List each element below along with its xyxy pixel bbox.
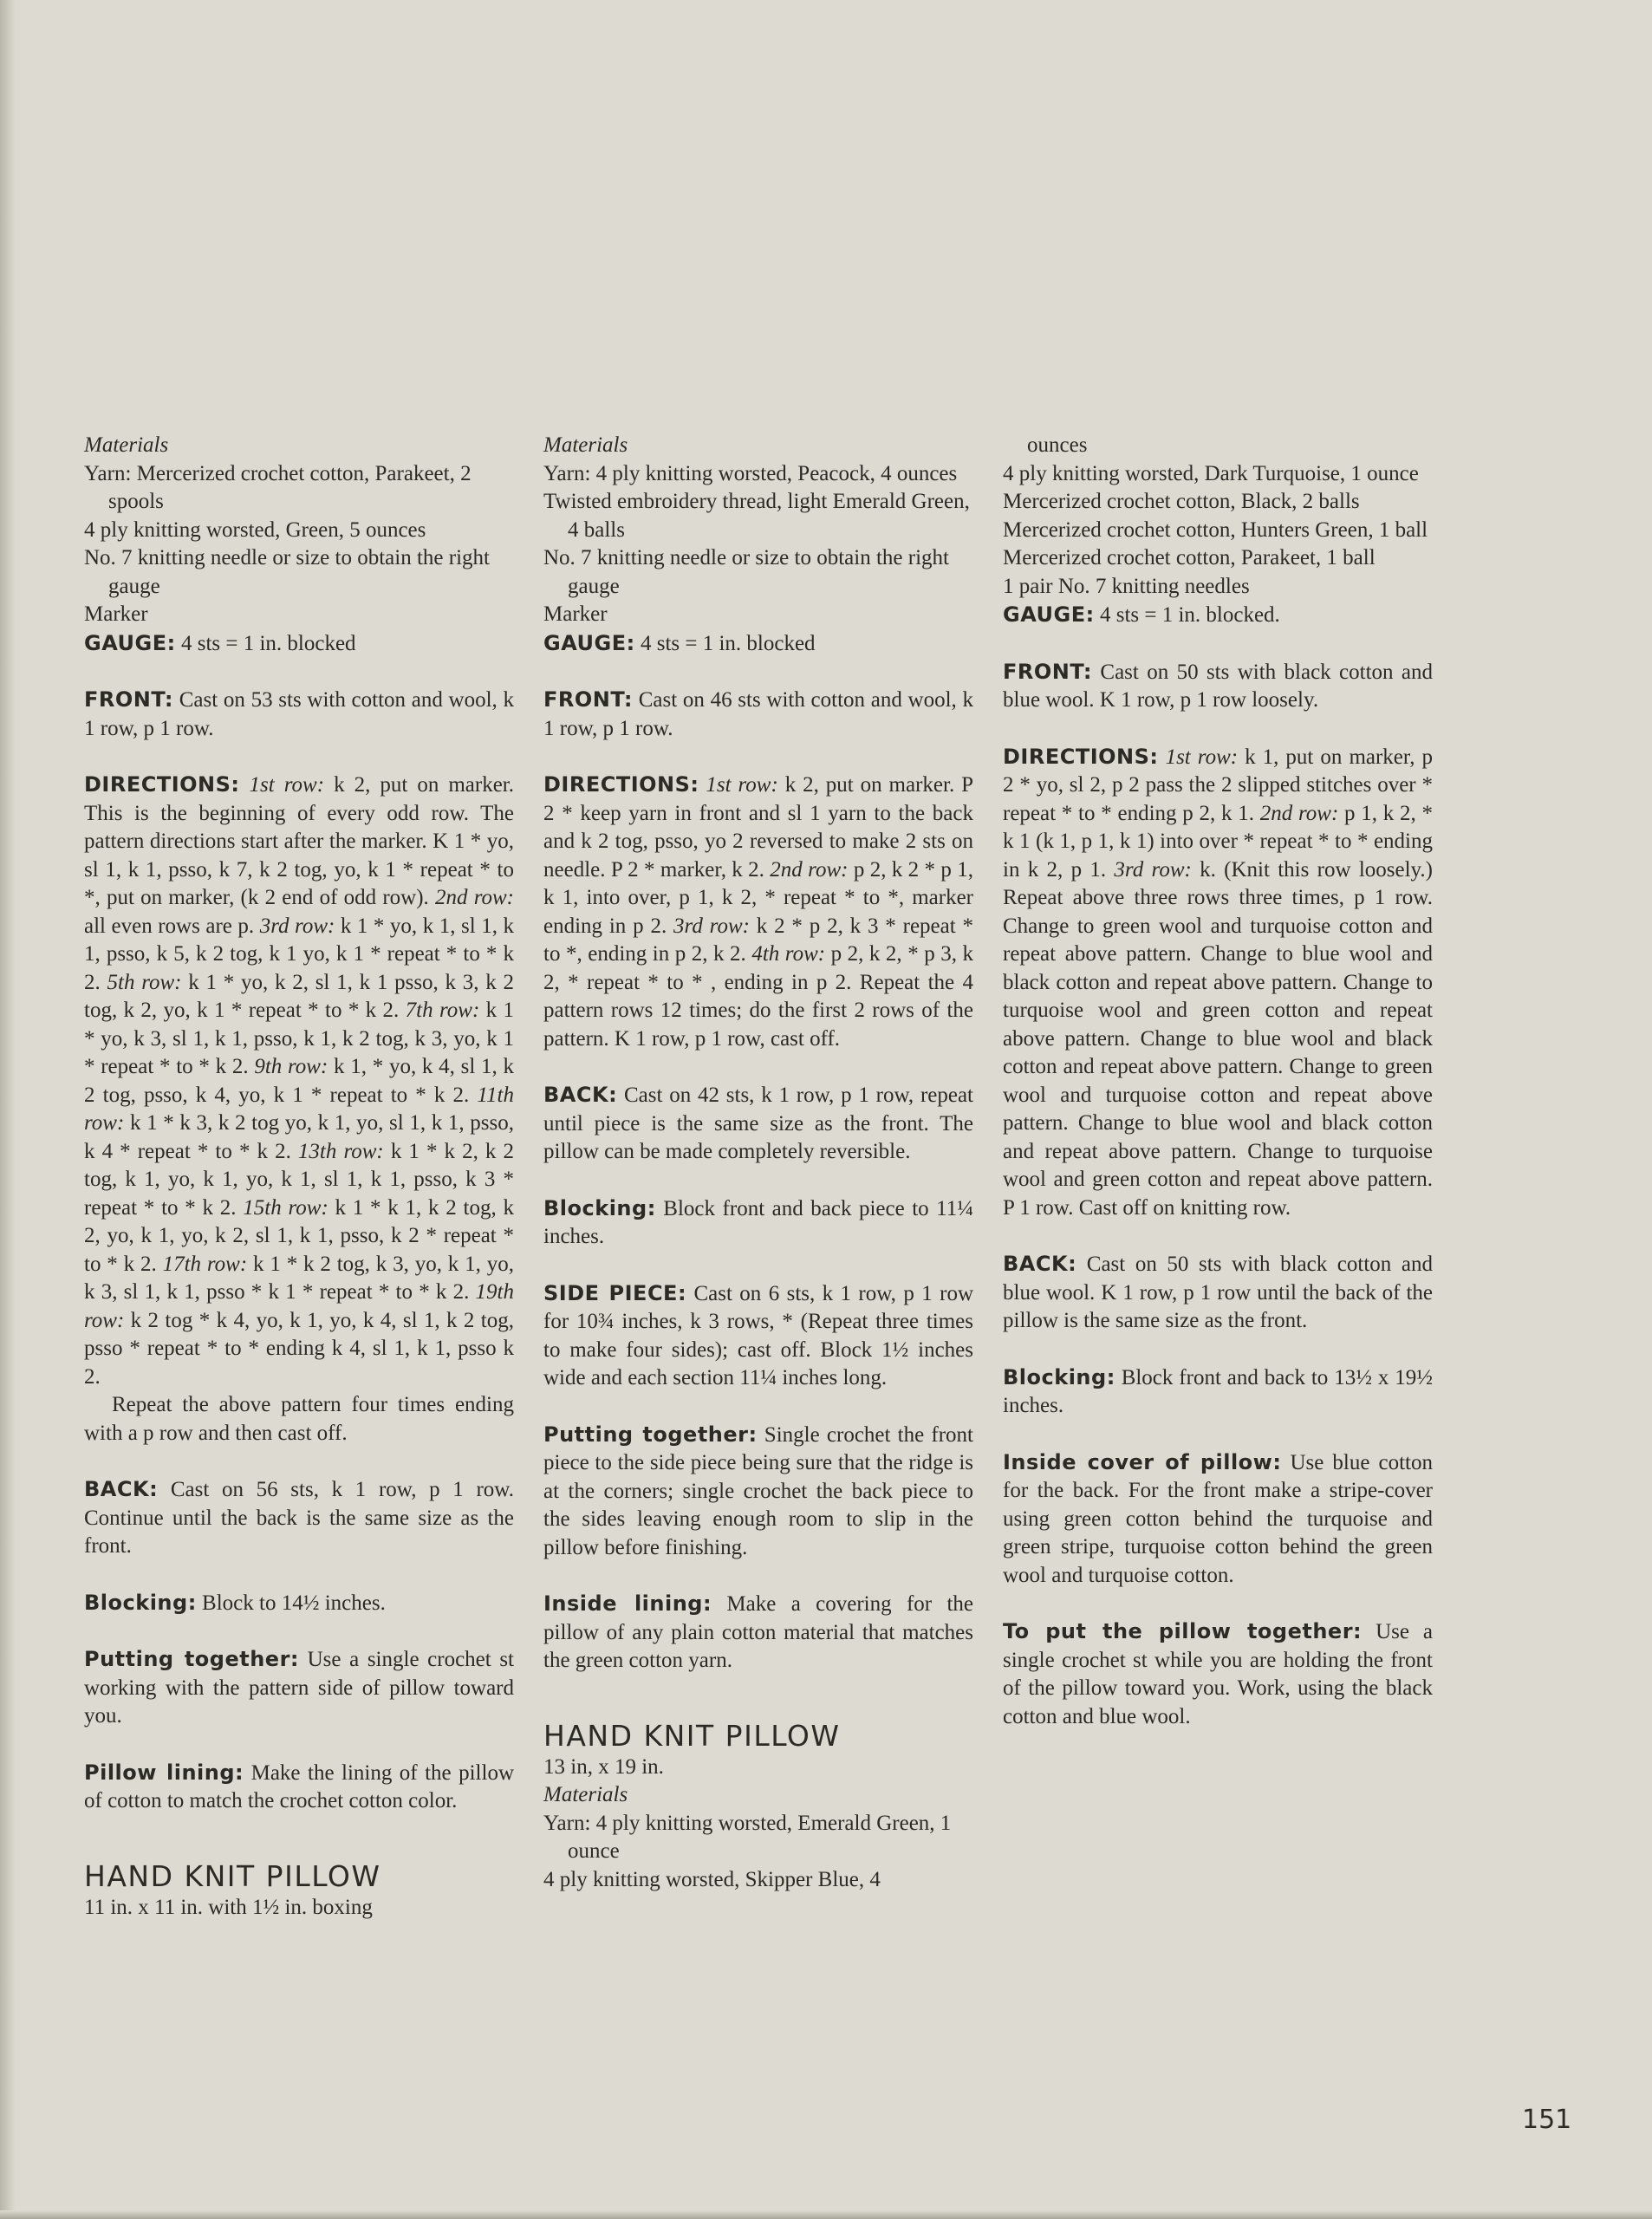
row-label: 15th row:: [243, 1195, 328, 1220]
front-paragraph: [84, 686, 514, 743]
inside-lining-label: Inside lining:: [543, 1591, 712, 1616]
put-together-label: To put the pillow together:: [1003, 1619, 1363, 1643]
directions-paragraph: [84, 771, 514, 1391]
materials-heading: Materials: [543, 433, 628, 457]
blocking-paragraph: [84, 1589, 514, 1618]
side-piece-text: Cast on 6 sts, k 1 row, p 1 row for 10¾ inches, k 3 rows, * (Repeat three times to make four sides); cast off. Block 1½ inches wide and each section 11¼ inches long.: [543, 1281, 973, 1389]
inside-cover-text: Use blue cotton for the back. For the front make a stripe-cover using green cotton behind the turquoise and green stripe, turquoise cotton behind the green wool and turquoise cotton.: [1003, 1450, 1433, 1587]
front-label: FRONT:: [543, 687, 634, 712]
page-number: 151: [1522, 2105, 1572, 2135]
row-text: k 1, put on marker, p 2 * yo, sl 2, p 2 pass the 2 slipped stitches over * repeat * to * ending p 2, k 1.: [1003, 745, 1434, 825]
page-gutter-shadow: [0, 0, 16, 2219]
put-together-text: Use a single crochet st while you are holding the front of the pillow toward you. Work, using the black cotton and blue wool.: [1003, 1620, 1433, 1728]
front-text: Cast on 53 sts with cotton and wool, k 1 row, p 1 row.: [84, 688, 514, 740]
row-text: k 1 * k 1, k 2 tog, k 2, yo, k 1, yo, k 2, sl 1, k 1, psso, k 2 * repeat * to * k 2.: [84, 1195, 514, 1276]
putting-together-paragraph: [543, 1421, 973, 1563]
row-text: k 1 * yo, k 3, sl 1, k 1, psso, k 1, k 2 tog, k 3, yo, k 1 * repeat * to * k 2.: [84, 999, 515, 1078]
row-label: 2nd row:: [434, 886, 514, 909]
repeat-paragraph: Repeat the above pattern four times ending with a p row and then cast off.: [84, 1393, 514, 1445]
front-label: FRONT:: [1003, 659, 1093, 684]
row-label: 5th row:: [107, 970, 182, 994]
row-text: k 2 tog * k 4, yo, k 1, yo, k 4, sl 1, k 2 tog, psso * repeat * to * ending k 4, sl 1, k 1, psso k 2.: [84, 1308, 514, 1389]
row-text: k 1, * yo, k 4, sl 1, k 2 tog, psso, k 4, yo, k 1 * repeat to * k 2.: [84, 1055, 514, 1107]
materials-item: 1 pair No. 7 knitting needles: [1003, 574, 1250, 598]
row-text: k 1 * k 2 tog, k 3, yo, k 1, yo, k 3, sl 1, k 1, psso * k 1 * repeat * to * k 2.: [84, 1252, 514, 1304]
directions-paragraph: [1003, 743, 1433, 1223]
materials-continuation: ounces: [1027, 433, 1088, 457]
gauge-text: 4 sts = 1 in. blocked.: [1094, 603, 1280, 627]
materials-item: Mercerized crochet cotton, Black, 2 balls: [1003, 490, 1360, 513]
side-piece-paragraph: [543, 1279, 973, 1393]
putting-together-label: Putting together:: [84, 1647, 300, 1671]
row-label: 4th row:: [751, 942, 826, 966]
back-text: Cast on 50 sts with black cotton and blue wool. K 1 row, p 1 row until the back of the pillow is the same size as the front.: [1003, 1253, 1433, 1332]
row-text: k 1 * yo, k 1, sl 1, k 1, psso, k 5, k 2 tog, k 1 yo, k 1 * repeat * to * k 2.: [84, 914, 514, 994]
materials-item: No. 7 knitting needle or size to obtain the right gauge: [543, 546, 949, 598]
blocking-text: Block front and back to 13½ x 19½ inches.: [1003, 1365, 1433, 1417]
materials-item: Mercerized crochet cotton, Parakeet, 1 ball: [1003, 546, 1376, 569]
materials-item: Yarn: 4 ply knitting worsted, Peacock, 4 ounces: [543, 461, 958, 485]
row-label: 9th row:: [254, 1055, 328, 1078]
row-label: 2nd row:: [770, 857, 849, 882]
row-text: all even rows are p.: [84, 914, 260, 938]
gauge-label: GAUGE:: [543, 630, 635, 655]
back-paragraph: [1003, 1250, 1433, 1336]
row-label: 1st row:: [706, 773, 778, 797]
back-paragraph: [84, 1475, 514, 1561]
materials-heading: Materials: [84, 433, 169, 457]
materials-item: Mercerized crochet cotton, Hunters Green, 1 ball: [1003, 517, 1428, 542]
blocking-text: Block to 14½ inches.: [196, 1591, 386, 1615]
materials-item: 4 ply knitting worsted, Green, 5 ounces: [84, 517, 426, 542]
column-right: [1003, 432, 1433, 1731]
materials-item: 4 ply knitting worsted, Dark Turquoise, 1 ounce: [1003, 461, 1419, 485]
gauge-label: GAUGE:: [1003, 602, 1095, 627]
row-label: 1st row:: [249, 773, 325, 797]
pillow-size: 13 in, x 19 in.: [543, 1754, 664, 1779]
gauge-text: 4 sts = 1 in. blocked: [175, 631, 356, 655]
back-paragraph: [543, 1081, 973, 1167]
back-label: BACK:: [84, 1477, 159, 1501]
inside-cover-paragraph: [1003, 1448, 1433, 1591]
putting-together-text: Single crochet the front piece to the side piece being sure that the ridge is at the corners; single crochet the back piece to the sides leaving enough room to slip in the pillow before finishing.: [543, 1422, 973, 1559]
row-label: 3rd row:: [673, 914, 750, 938]
front-label: FRONT:: [84, 687, 174, 712]
blocking-label: Blocking:: [1003, 1364, 1115, 1389]
directions-paragraph: [543, 771, 973, 1053]
putting-together-label: Putting together:: [543, 1422, 758, 1447]
column-left: [84, 432, 514, 1922]
row-label: 11th row:: [84, 1083, 514, 1135]
materials-item: Marker: [543, 602, 608, 626]
materials-item: Yarn: Mercerized crochet cotton, Parakeet, 2 spools: [84, 461, 472, 513]
back-text: Cast on 42 sts, k 1 row, p 1 row, repeat until piece is the same size as the front. The pillow can be made completely reversible.: [543, 1083, 973, 1163]
directions-label: DIRECTIONS:: [1003, 744, 1159, 769]
gauge-label: GAUGE:: [84, 630, 176, 655]
blocking-label: Blocking:: [84, 1590, 197, 1615]
row-text: p 1, k 2, * k 1 (k 1, p 1, k 1) into over * repeat * to * ending in k 2, p 1.: [1003, 801, 1433, 882]
pillow-lining-paragraph: [84, 1759, 514, 1816]
front-paragraph: [1003, 658, 1433, 715]
gauge-line: [543, 629, 973, 659]
blocking-text: Block front and back piece to 11¼ inches.: [543, 1196, 973, 1248]
pillow-lining-label: Pillow lining:: [84, 1760, 244, 1785]
row-label: 17th row:: [162, 1252, 248, 1276]
directions-label: DIRECTIONS:: [84, 772, 240, 797]
row-label: 3rd row:: [1114, 857, 1192, 882]
materials-item: No. 7 knitting needle or size to obtain the right gauge: [84, 546, 490, 598]
blocking-paragraph: [1003, 1363, 1433, 1421]
blocking-paragraph: [543, 1194, 973, 1252]
row-text: p 2, k 2 * p 1, k 1, into over, p 1, k 2, * repeat * to *, marker ending in p 2.: [543, 857, 974, 938]
pillow-size: 11 in. x 11 in. with 1½ in. boxing: [84, 1895, 373, 1919]
back-label: BACK:: [543, 1083, 618, 1107]
row-text: k 2 * p 2, k 3 * repeat * to *, ending in p 2, k 2.: [543, 914, 973, 966]
row-text: k 1 * yo, k 2, sl 1, k 1 psso, k 3, k 2 tog, k 2, yo, k 1 * repeat * to * k 2.: [84, 970, 515, 1022]
row-label: 3rd row:: [259, 914, 335, 938]
page-bottom-edge: [0, 2210, 1652, 2219]
row-text: k 1 * k 3, k 2 tog yo, k 1, yo, sl 1, k 1, psso, k 4 * repeat * to * k 2.: [84, 1111, 514, 1163]
back-label: BACK:: [1003, 1252, 1077, 1276]
pillow-lining-text: Make the lining of the pillow of cotton to match the crochet cotton color.: [84, 1760, 514, 1812]
inside-cover-label: Inside cover of pillow:: [1003, 1449, 1282, 1474]
inside-lining-paragraph: [543, 1590, 973, 1676]
materials-item: Twisted embroidery thread, light Emerald Green, 4 balls: [543, 490, 970, 542]
row-text: k 2, put on marker. This is the beginning of every odd row. The pattern directions start after the marker. K 1 * yo, sl 1, k 1, psso, k 7, k 2 tog, yo, k 1 * repeat * to *, put on marker, (k 2 end of odd row).: [84, 773, 515, 909]
gauge-text: 4 sts = 1 in. blocked: [634, 631, 816, 655]
row-label: 2nd row:: [1259, 801, 1339, 825]
row-text: p 2, k 2, * p 3, k 2, * repeat * to * , ending in p 2. Repeat the 4 pattern rows 12 times; do the first 2 rows of the pattern. K 1 row, p 1 row, cast off.: [543, 942, 974, 1051]
materials-item: Yarn: 4 ply knitting worsted, Emerald Green, 1 ounce: [543, 1811, 952, 1863]
blocking-label: Blocking:: [543, 1195, 656, 1220]
putting-together-text: Use a single crochet st working with the pattern side of pillow toward you.: [84, 1648, 514, 1728]
front-paragraph: [543, 686, 973, 743]
section-title: HAND KNIT PILLOW: [84, 1858, 381, 1893]
putting-together-paragraph: [84, 1645, 514, 1731]
row-label: 7th row:: [405, 999, 480, 1022]
materials-item: Marker: [84, 602, 148, 626]
inside-lining-text: Make a covering for the pillow of any plain cotton material that matches the green cotton yarn.: [543, 1592, 973, 1672]
back-text: Cast on 56 sts, k 1 row, p 1 row. Continue until the back is the same size as the front.: [84, 1478, 514, 1558]
row-text: k. (Knit this row loosely.) Repeat above three rows three times, p 1 row. Change to green wool and turquoise cotton and repeat above pattern. Change to blue wool and black cotton and repeat above pattern. Change to turquoise wool and green cotton and repeat above pattern. Change to blue wool and black cotton and repeat above pattern. Change to green wool and turquoise cotton and repeat above pattern. Change to blue wool and black cotton and repeat above pattern. Change to turquoise wool and green cotton and repeat above pattern. P 1 row. Cast off on knitting row.: [1003, 857, 1433, 1220]
materials-item: 4 ply knitting worsted, Skipper Blue, 4: [543, 1867, 881, 1891]
column-middle: [543, 432, 973, 1894]
row-label: 19th row:: [84, 1280, 514, 1332]
row-text: k 2, put on marker. P 2 * keep yarn in front and sl 1 yarn to the back and k 2 tog, psso, yo 2 reversed to make 2 sts on needle. P 2 * marker, k 2.: [543, 773, 973, 882]
front-text: Cast on 46 sts with cotton and wool, k 1 row, p 1 row.: [543, 688, 973, 740]
put-together-paragraph: [1003, 1617, 1433, 1731]
section-title: HAND KNIT PILLOW: [543, 1718, 841, 1753]
row-label: 13th row:: [297, 1139, 384, 1163]
row-text: k 1 * k 2, k 2 tog, k 1, yo, k 1, yo, k 1, sl 1, k 1, psso, k 3 * repeat * to * k 2.: [84, 1139, 515, 1220]
materials-heading: Materials: [543, 1783, 628, 1806]
directions-label: DIRECTIONS:: [543, 772, 699, 797]
row-label: 1st row:: [1165, 745, 1239, 769]
gauge-line: [84, 629, 514, 659]
front-text: Cast on 50 sts with black cotton and blue wool. K 1 row, p 1 row loosely.: [1003, 660, 1433, 712]
side-piece-label: SIDE PIECE:: [543, 1280, 687, 1305]
gauge-line: [1003, 601, 1433, 630]
